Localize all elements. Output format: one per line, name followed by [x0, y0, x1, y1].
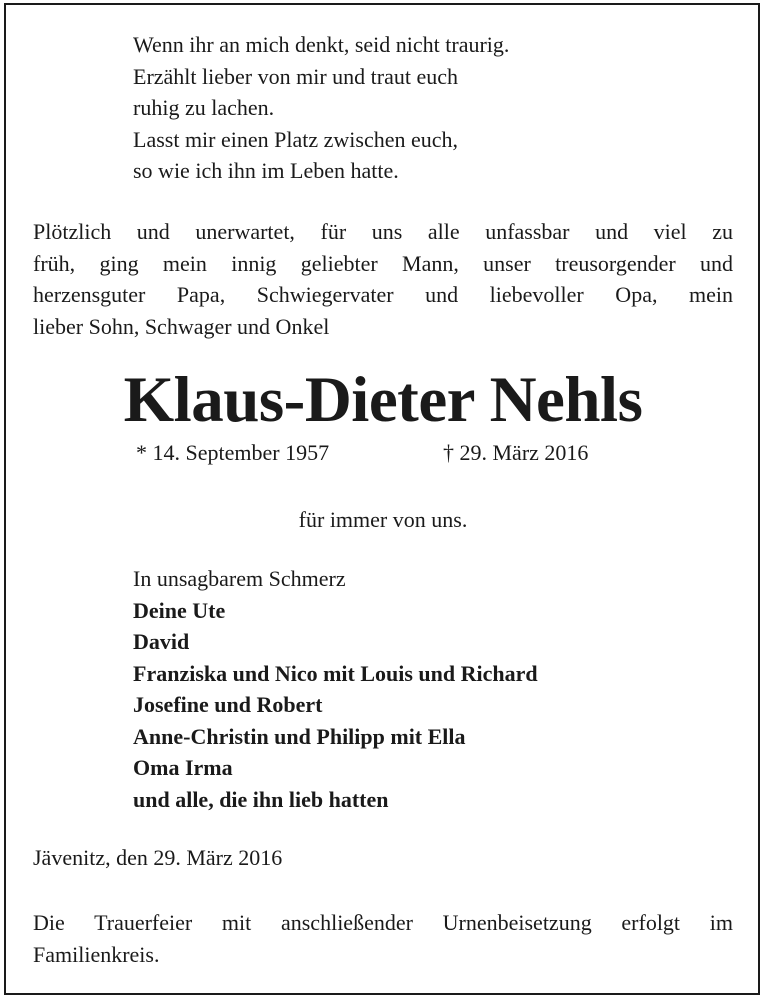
- death-date: † 29. März 2016: [443, 440, 589, 465]
- mourner-name: David: [133, 629, 190, 654]
- poem-line: so wie ich ihn im Leben hatte.: [133, 158, 399, 183]
- deceased-name: Klaus-Dieter Nehls: [123, 364, 643, 436]
- announcement-paragraph: [33, 216, 733, 342]
- announcement-line: lieber Sohn, Schwager und Onkel: [33, 313, 330, 339]
- poem-line: Wenn ihr an mich denkt, seid nicht traurig.: [133, 32, 510, 57]
- poem-line: Erzählt lieber von mir und traut euch: [133, 63, 458, 89]
- poem-line: ruhig zu lachen.: [133, 95, 275, 120]
- mourner-name: Anne-Christin und Philipp mit Ella: [133, 723, 466, 749]
- mourner-name: und alle, die ihn lieb hatten: [133, 786, 389, 812]
- funeral-notice: [33, 907, 733, 970]
- announcement-line: früh, ging mein innig geliebter Mann, unser treusorgender und: [33, 250, 733, 276]
- place-and-date: Jävenitz, den 29. März 2016: [33, 845, 283, 870]
- funeral-line: Familienkreis.: [33, 941, 160, 967]
- announcement-line: Plötzlich und unerwartet, für uns alle unfassbar und viel zu: [33, 219, 733, 244]
- mourner-name: Josefine und Robert: [133, 692, 323, 717]
- announcement-line: herzensguter Papa, Schwiegervater und liebevoller Opa, mein: [33, 282, 733, 307]
- mourner-name: Franziska und Nico mit Louis und Richard: [133, 660, 538, 686]
- closing-line: für immer von uns.: [298, 507, 468, 532]
- mourner-name: Deine Ute: [133, 597, 226, 623]
- poem-line: Lasst mir einen Platz zwischen euch,: [133, 126, 459, 152]
- mourner-name: Oma Irma: [133, 755, 233, 780]
- birth-date: * 14. September 1957: [136, 440, 330, 465]
- funeral-line: Die Trauerfeier mit anschließender Urnenbeisetzung erfolgt im: [33, 910, 733, 935]
- mourners-intro: In unsagbarem Schmerz: [133, 566, 346, 591]
- poem: [133, 29, 509, 187]
- mourners-list: [133, 563, 538, 815]
